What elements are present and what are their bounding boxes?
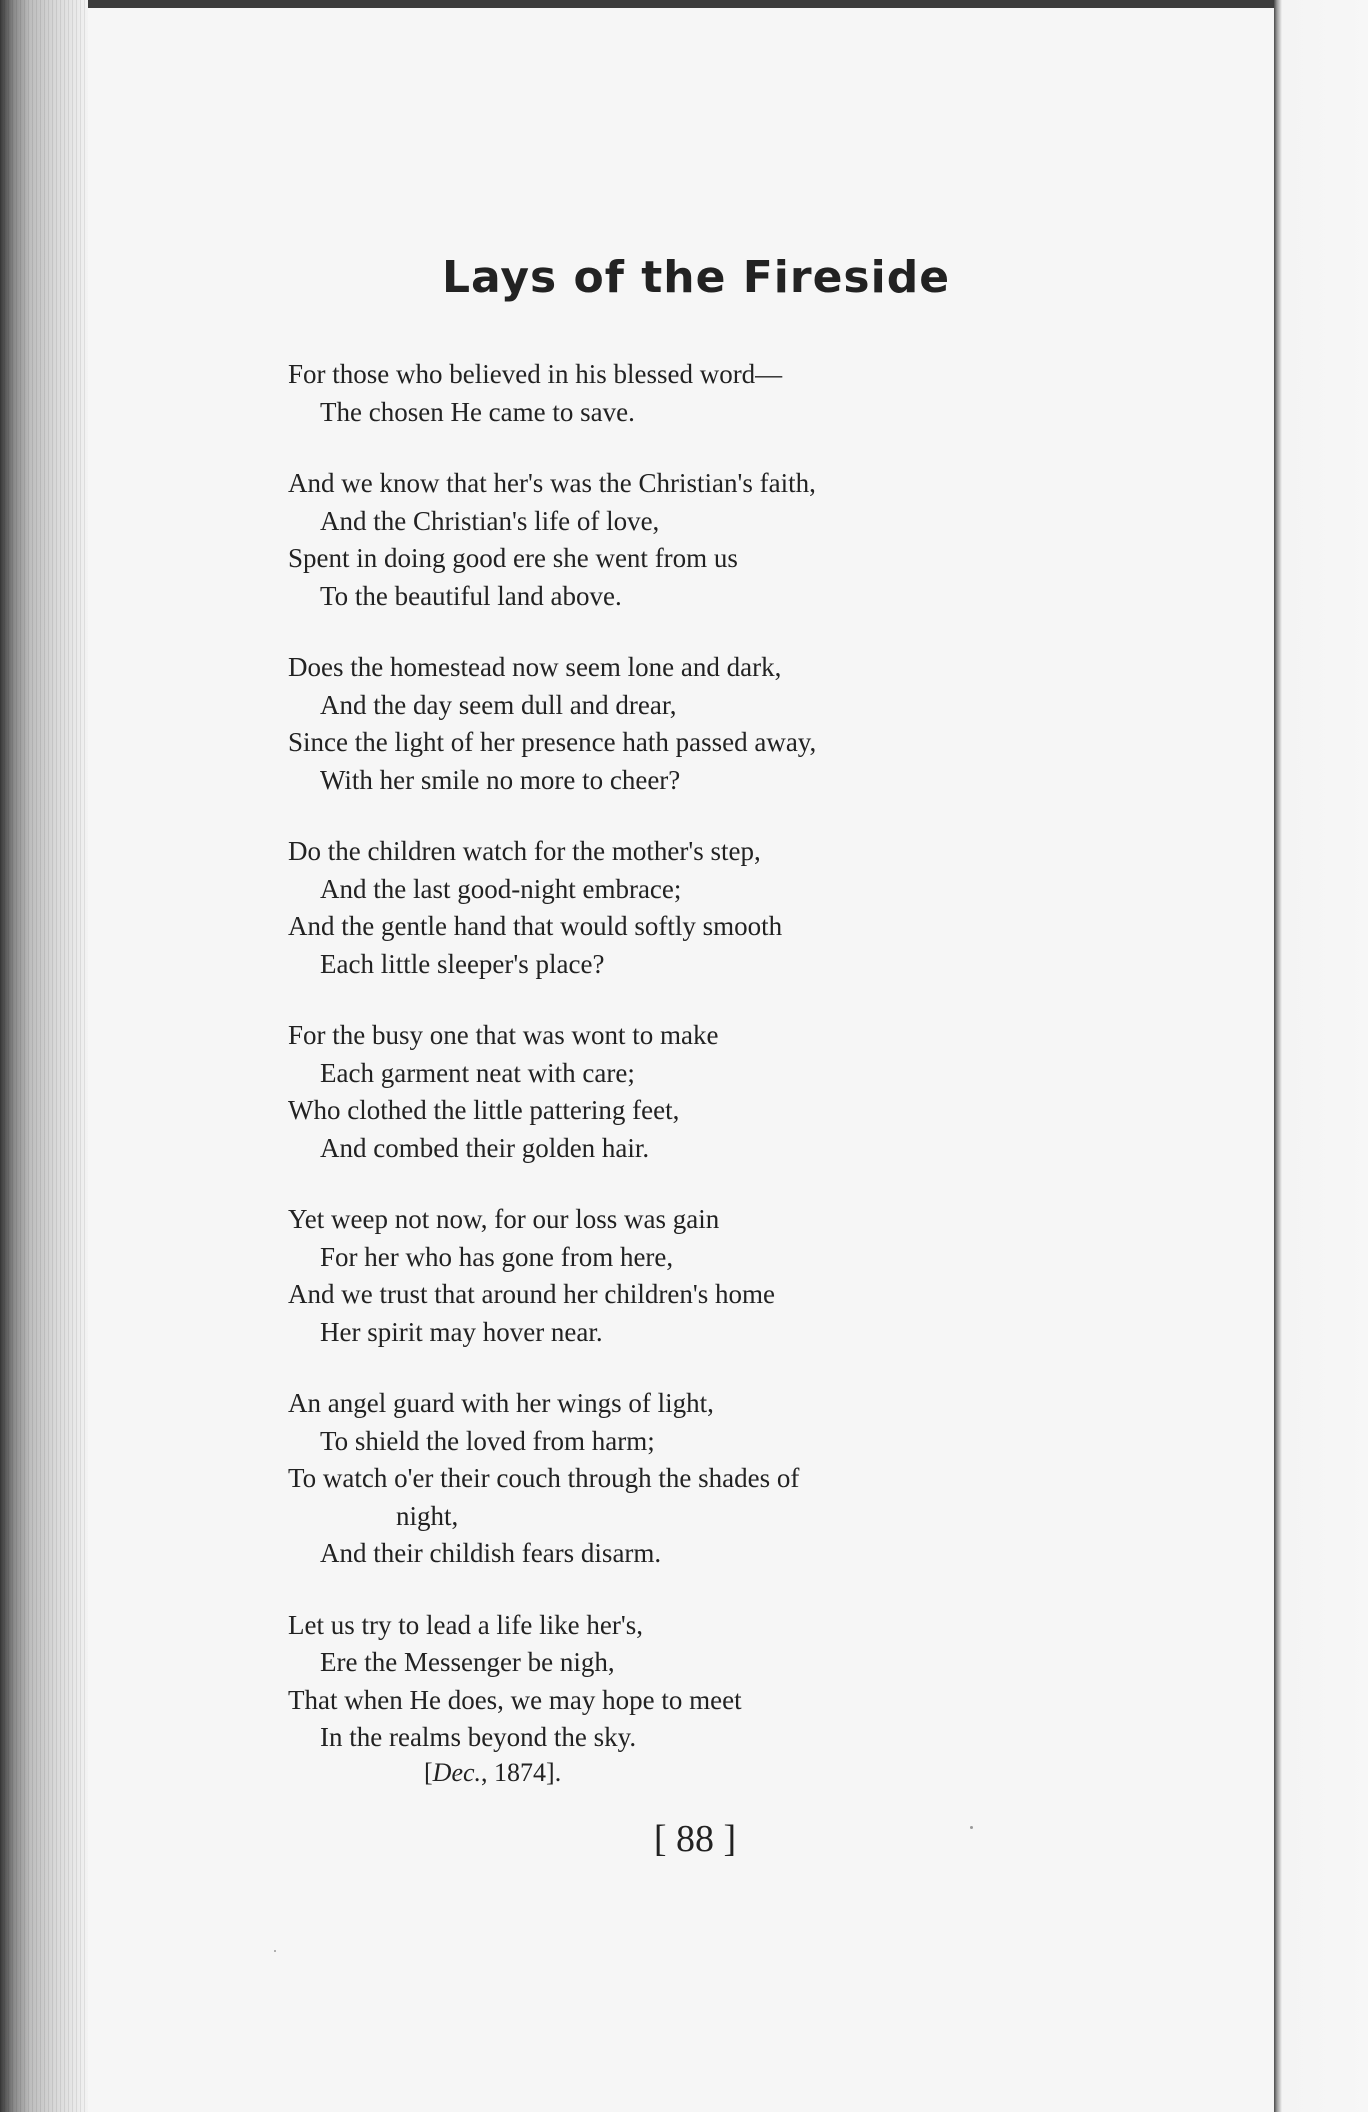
poem-line: To shield the loved from harm;	[320, 1425, 655, 1456]
poem-line: Each little sleeper's place?	[320, 948, 605, 979]
stanza	[288, 833, 1088, 983]
poem-line: Who clothed the little pattering feet,	[288, 1095, 680, 1125]
poem-line: Do the children watch for the mother's step,	[288, 836, 761, 866]
scan-speck	[274, 1950, 276, 1952]
poem-line: For her who has gone from here,	[320, 1241, 674, 1272]
stanza	[288, 1385, 1088, 1573]
poem-line: An angel guard with her wings of light,	[288, 1388, 714, 1418]
poem-line: Ere the Messenger be nigh,	[320, 1647, 615, 1677]
poem-line: Each garment neat with care;	[320, 1057, 635, 1088]
stanza	[288, 1607, 1088, 1757]
poem-line: And the Christian's life of love,	[320, 505, 660, 536]
date-year: , 1874].	[481, 1758, 562, 1787]
poem-line: In the realms beyond the sky.	[320, 1722, 637, 1752]
date-open-bracket: [	[424, 1758, 433, 1787]
poem-line: And we trust that around her children's home	[288, 1279, 775, 1309]
poem-line: To the beautiful land above.	[320, 580, 622, 611]
poem-line: That when He does, we may hope to meet	[288, 1684, 742, 1715]
stanza	[288, 649, 1088, 799]
scan-top-edge	[0, 0, 1368, 8]
poem-line: To watch o'er their couch through the shades of	[288, 1463, 800, 1493]
poem-line: Yet weep not now, for our loss was gain	[288, 1204, 720, 1234]
page-number: [ 88 ]	[653, 1818, 737, 1860]
poem-line: night,	[396, 1500, 459, 1531]
date-month: Dec.	[432, 1758, 482, 1787]
scan-speck	[970, 1826, 973, 1829]
poem-line: Her spirit may hover near.	[320, 1316, 603, 1347]
page-title: Lays of the Fireside	[441, 252, 951, 303]
poem-line: Spent in doing good ere she went from us	[288, 543, 738, 573]
poem-line: For those who believed in his blessed word—	[288, 359, 783, 389]
poem-date	[424, 1758, 561, 1788]
stanza	[288, 465, 1088, 615]
poem-line: And the gentle hand that would softly smooth	[288, 911, 783, 941]
stanza	[288, 356, 1088, 431]
poem-line: Let us try to lead a life like her's,	[288, 1609, 643, 1640]
poem-line: And combed their golden hair.	[320, 1132, 650, 1163]
stanza	[288, 1017, 1088, 1167]
poem-line: The chosen He came to save.	[320, 396, 635, 427]
poem-line: And the day seem dull and drear,	[320, 689, 677, 720]
facing-page-edge	[1274, 0, 1368, 2112]
poem-line: Does the homestead now seem lone and dark,	[288, 652, 782, 682]
poem-line: And their childish fears disarm.	[320, 1538, 662, 1568]
stanza	[288, 1201, 1088, 1351]
poem	[288, 356, 1088, 1791]
book-spine-edge	[0, 0, 88, 2112]
poem-line: And we know that her's was the Christian's faith,	[288, 468, 816, 498]
poem-line: And the last good-night embrace;	[320, 873, 682, 904]
poem-line: With her smile no more to cheer?	[320, 764, 681, 795]
poem-line: Since the light of her presence hath passed away,	[288, 727, 817, 757]
poem-line: For the busy one that was wont to make	[288, 1020, 719, 1050]
